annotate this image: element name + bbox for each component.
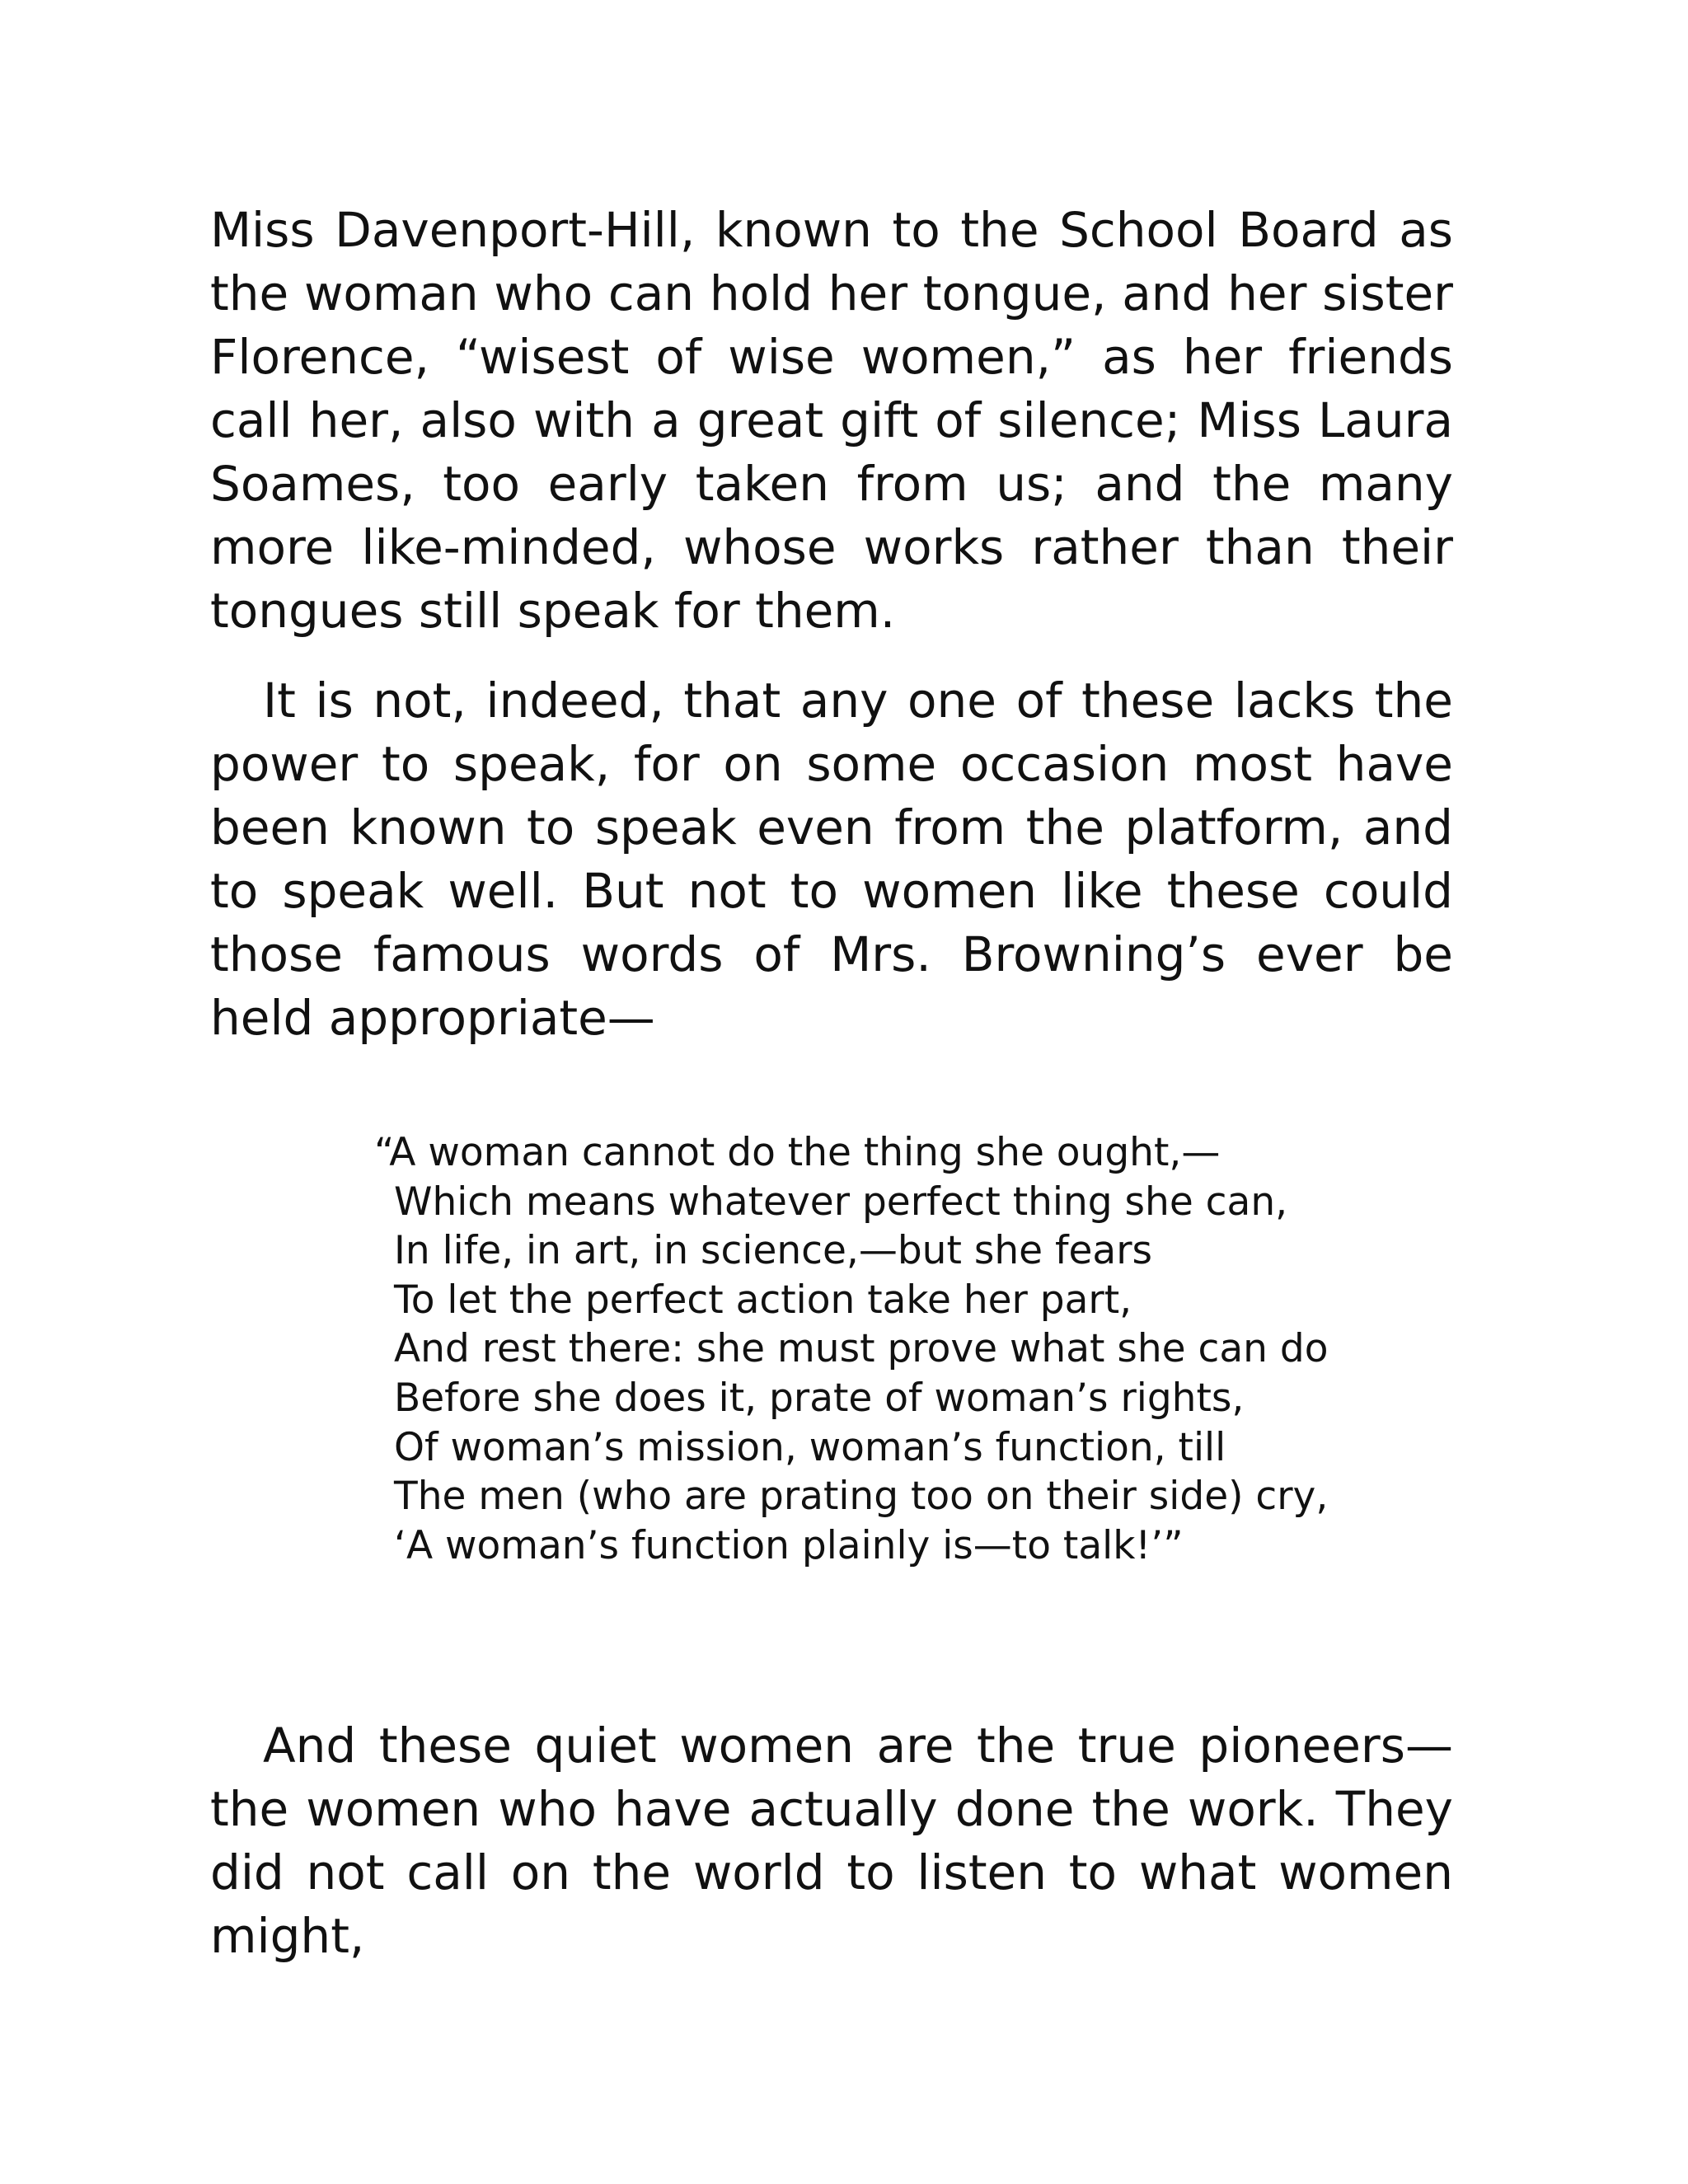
paragraph-continued: Miss Davenport-Hill, known to the School Board as the woman who can hold her tongue, and her sister Florence, “wisest of wise women,” as her friends call her, also with a great gift of silence; Miss Laura Soames, too early taken from us; and the many more like-minded, whose works rather than their tongues still speak for them. — [210, 202, 1453, 639]
poem-line: To let the perfect action take her part, — [394, 1277, 1132, 1323]
poem-line: Of woman’s mission, woman’s function, till — [394, 1424, 1226, 1470]
paragraph-power-to-speak: It is not, indeed, that any one of these lacks the power to speak, for on some occasion most have been known to speak even from the platform, and to speak well. But not to women like these could those famous words of Mrs. Browning’s ever be held appropriate— — [210, 673, 1453, 1046]
poem-line: Which means whatever perfect thing she can, — [394, 1179, 1288, 1225]
poem-line: ‘A woman’s function plainly is—to talk!’” — [394, 1522, 1184, 1568]
poem-line: In life, in art, in science,—but she fears — [394, 1228, 1153, 1274]
poem-line: The men (who are prating too on their side) cry, — [394, 1474, 1329, 1520]
poem-line: “A woman cannot do the thing she ought,— — [374, 1130, 1221, 1175]
poem-line: Before she does it, prate of woman’s rights, — [394, 1375, 1245, 1421]
block-quote-poem — [374, 1128, 1465, 1570]
poem-line: And rest there: she must prove what she can do — [394, 1326, 1329, 1372]
paragraph-true-pioneers: And these quiet women are the true pioneers—the women who have actually done the work. They did not call on the world to listen to what women might, — [210, 1718, 1453, 1964]
